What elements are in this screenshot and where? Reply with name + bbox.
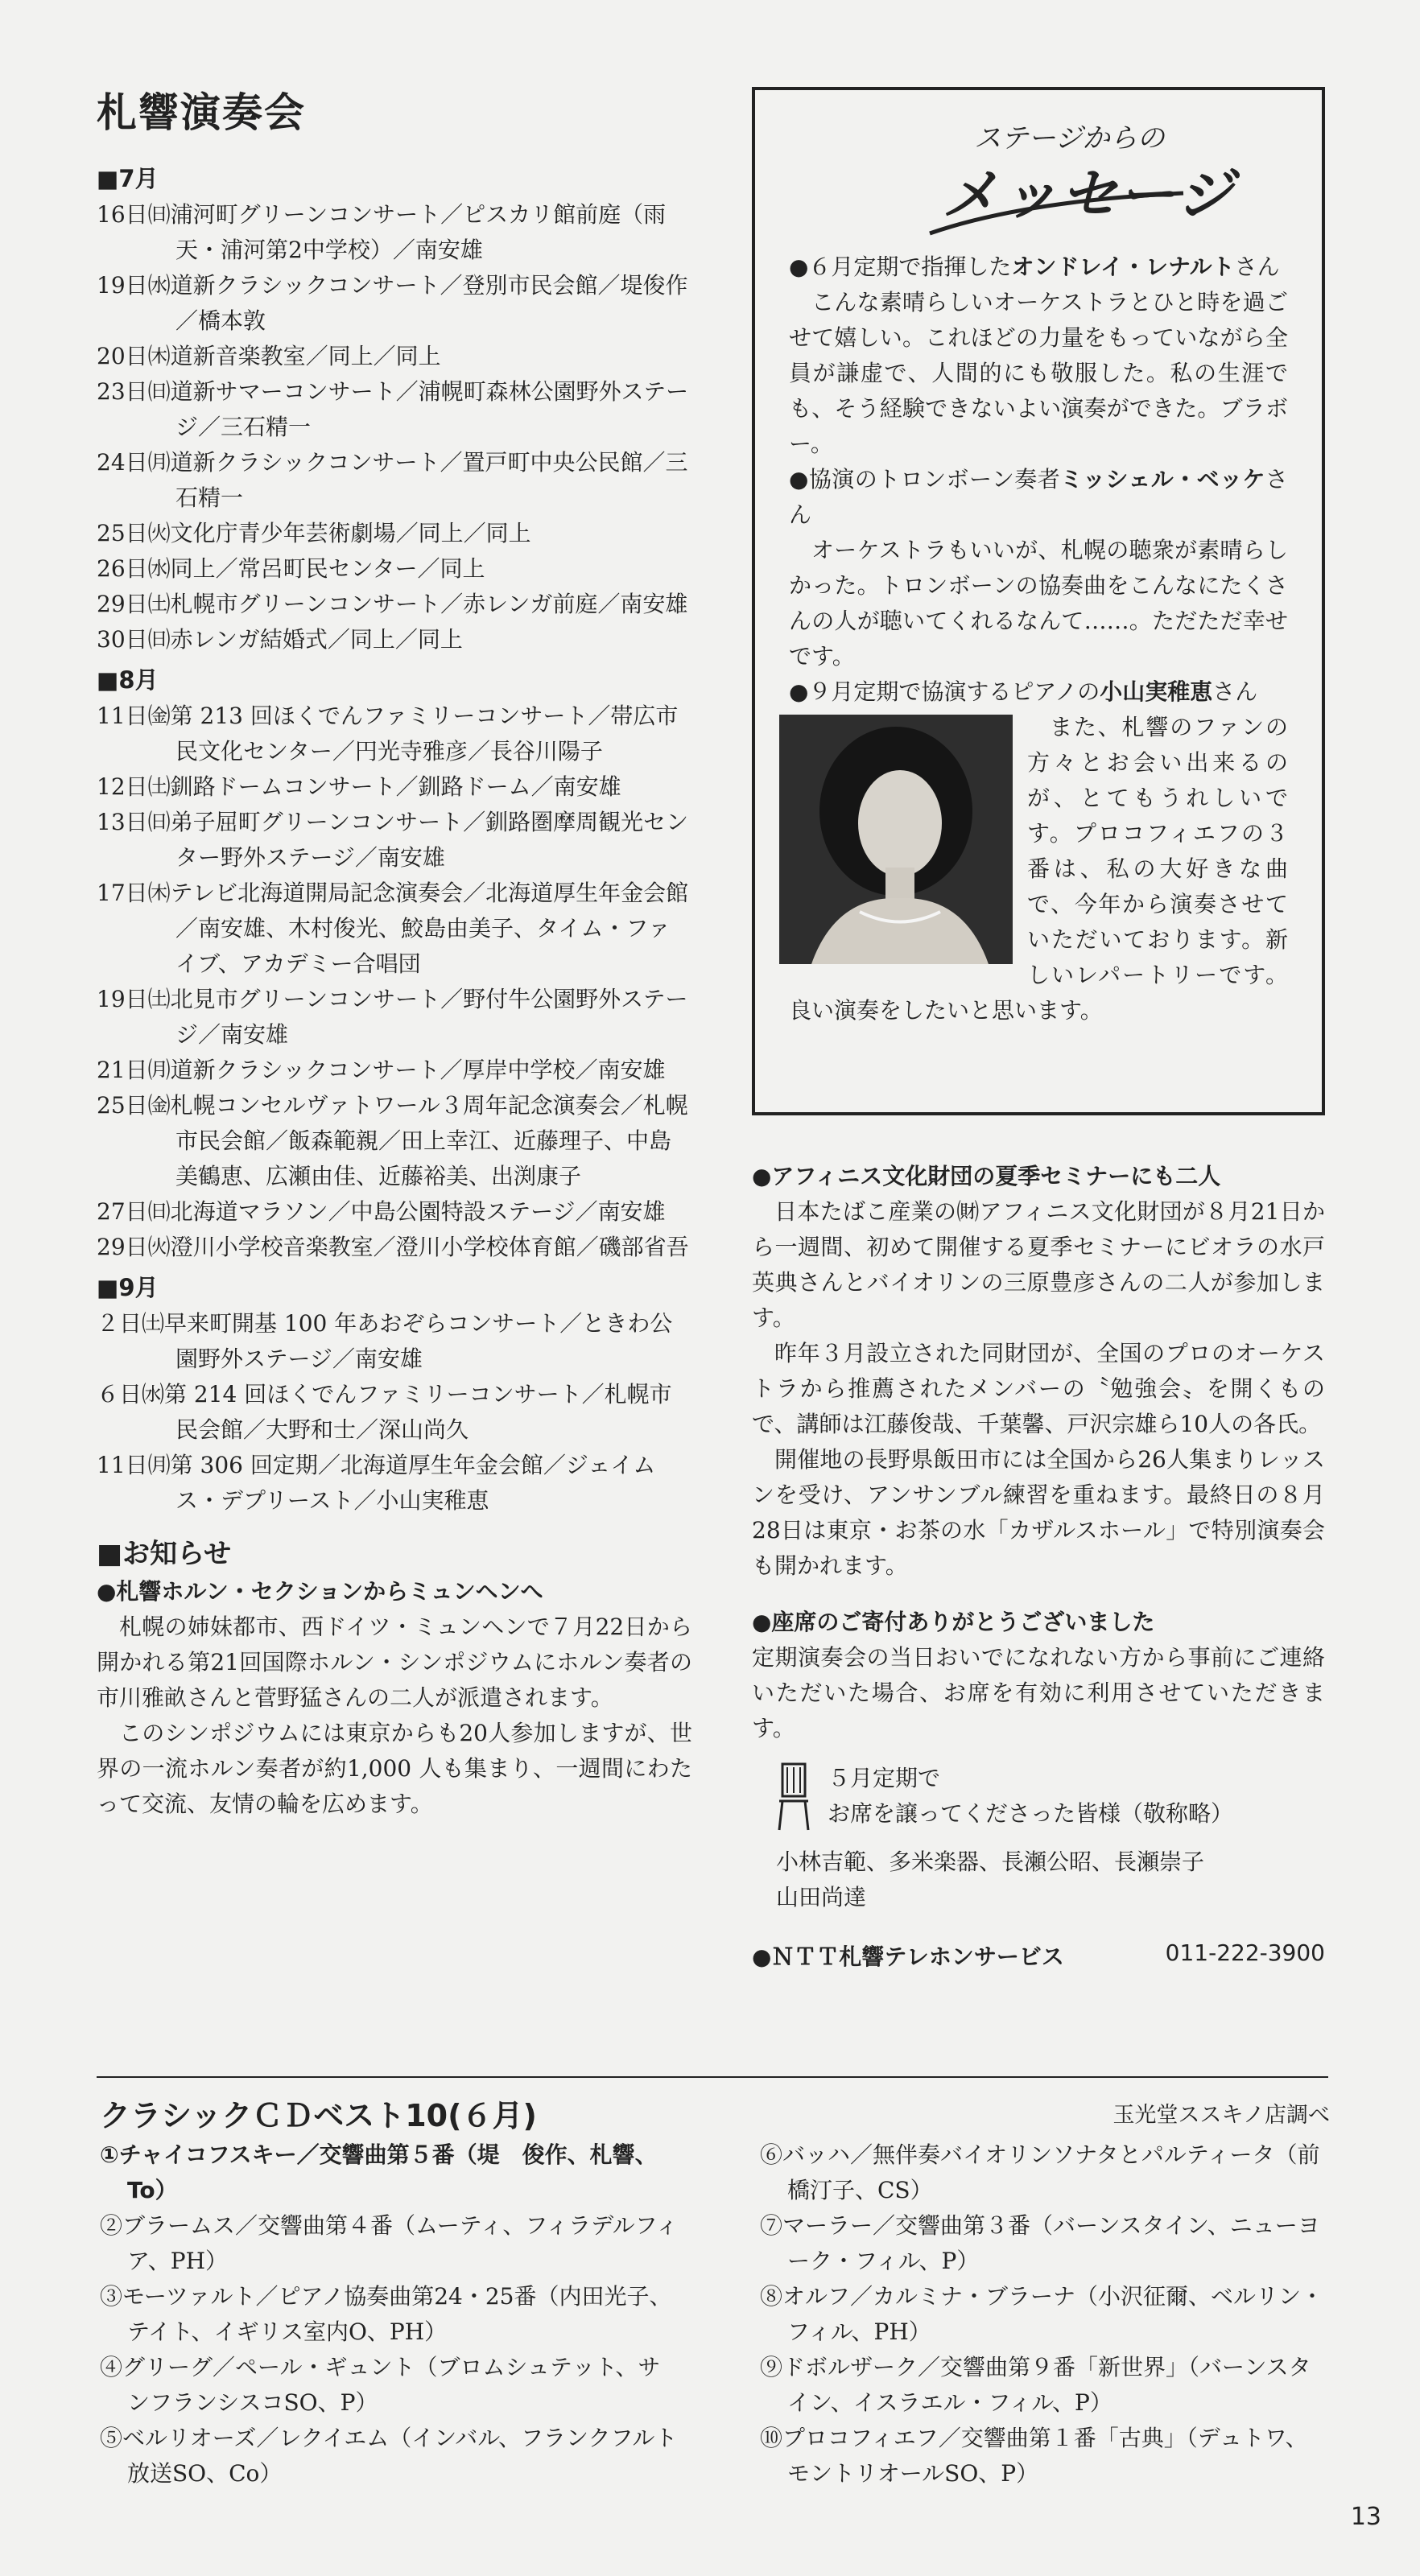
message-3-pre: ●９月定期で協演するピアノの [789, 678, 1100, 705]
event-item: 12日㈯釧路ドームコンサート／釧路ドーム／南安雄 [97, 773, 621, 800]
message-3-post: さん [1212, 678, 1258, 705]
event-item: 27日㈰北海道マラソン／中島公園特設ステージ／南安雄 [97, 1198, 666, 1225]
message-2-pre: ●協演のトロンボーン奏者 [789, 466, 1061, 493]
event-item: 30日㈰赤レンガ結婚式／同上／同上 [97, 626, 463, 653]
cd-list-right [760, 2137, 1323, 2492]
event-item: ６日㈬第 214 回ほくでんファミリーコンサート／札幌市民会館／大野和士／深山尚久 [97, 1381, 672, 1443]
seats-heading: ●座席のご寄付ありがとうございました [752, 1609, 1155, 1635]
event-item: 21日㈪道新クラシックコンサート／厚岸中学校／南安雄 [97, 1057, 666, 1083]
cd-item: ①チャイコフスキー／交響曲第５番（堤 俊作、札響、To） [100, 2141, 658, 2203]
telephone-label: ●ＮＴＴ札響テレホンサービス [752, 1943, 1064, 1970]
cd-item: ⑧オルフ／カルミナ・ブラーナ（小沢征爾、ベルリン・フィル、PH） [760, 2283, 1324, 2345]
message-1-pre: ●６月定期で指揮した [789, 253, 1012, 280]
event-item: 23日㈰道新サマーコンサート／浦幌町森林公園野外ステージ／三石精一 [97, 378, 689, 440]
message-3-heading [789, 674, 1288, 710]
cd-item: ⑩プロコフィエフ／交響曲第１番「古典」（デュトワ、モントリオールSO、P） [760, 2425, 1308, 2487]
page-number: 13 [1350, 2503, 1381, 2531]
message-3-wrap [789, 710, 1288, 1028]
affinis-paragraph: 日本たばこ産業の㈶アフィニス文化財団が８月21日から一週間、初めて開催する夏季セミナーにビオラの水戸英典さんとバイオリンの三原豊彦さんの二人が参加します。 [752, 1198, 1325, 1331]
event-item: ２日㈯早来町開基 100 年あおぞらコンサート／ときわ公園野外ステージ／南安雄 [97, 1310, 673, 1372]
cd-item: ⑥バッハ／無伴奏バイオリンソナタとパルティータ（前橋汀子、CS） [760, 2141, 1320, 2203]
event-item: 20日㈭道新音楽教室／同上／同上 [97, 343, 441, 369]
event-item: 25日㈫文化庁青少年芸術劇場／同上／同上 [97, 520, 531, 546]
message-2-heading [789, 462, 1288, 533]
month-heading-august: ■8月 [97, 666, 159, 694]
cd-list-left [100, 2137, 679, 2492]
message-1-name: オンドレイ・レナルト [1011, 253, 1235, 280]
event-item: 13日㈰弟子屈町グリーンコンサート／釧路圏摩周観光センター野外ステージ／南安雄 [97, 809, 689, 871]
month-heading-september: ■9月 [97, 1274, 159, 1301]
donor-line: 小林吉範、多米楽器、長瀬公昭、長瀬崇子 [776, 1849, 1205, 1875]
stage-message-logo [789, 105, 1288, 241]
event-item: 24日㈪道新クラシックコンサート／置戸町中央公民館／三石精一 [97, 449, 688, 511]
affinis-paragraph: 昨年３月設立された同財団が、全国のプロのオーケストラから推薦されたメンバーの〝勉強会〟を開くもので、講師は江藤俊哉、千葉馨、戸沢宗雄ら10人の各氏。 [752, 1340, 1325, 1437]
event-item: 11日㈪第 306 回定期／北海道厚生年金会館／ジェイムス・デプリースト／小山実稚恵 [97, 1452, 656, 1514]
affinis-heading: ●アフィニス文化財団の夏季セミナーにも二人 [752, 1163, 1221, 1189]
thanks-line: お席を譲ってくださった皆様（敬称略） [828, 1800, 1234, 1827]
event-item: 29日㈫澄川小学校音楽教室／澄川小学校体育館／磯部省吾 [97, 1234, 689, 1260]
event-item: 19日㈬道新クラシックコンサート／登別市民会館／堤俊作／橋本敦 [97, 272, 688, 334]
cd-best-title: クラシックＣＤベスト10(６月) [100, 2098, 537, 2133]
section-title: 札響演奏会 [97, 89, 306, 136]
seats-body: 定期演奏会の当日おいでになれない方から事前にご連絡いただいた場合、お席を有効に利用させていただきます。 [752, 1644, 1325, 1741]
donor-line: 山田尚達 [776, 1884, 867, 1910]
event-item: 29日㈯札幌市グリーンコンサート／赤レンガ前庭／南安雄 [97, 591, 688, 617]
news-column [752, 1159, 1325, 1972]
logo-small-text: ステージからの [974, 122, 1165, 155]
cd-item: ⑦マーラー／交響曲第３番（バーンスタイン、ニューヨーク・フィル、P） [760, 2212, 1320, 2274]
event-item: 17日㈭テレビ北海道開局記念演奏会／北海道厚生年金会館／南安雄、木村俊光、鮫島由美子、タイム・ファイブ、アカデミー合唱団 [97, 880, 689, 977]
event-item: 26日㈬同上／常呂町民センター／同上 [97, 555, 485, 582]
cd-item: ④グリーグ／ペール・ギュント（ブロムシュテット、サンフランシスコSO、P） [100, 2354, 661, 2416]
message-1-body: こんな素晴らしいオーケストラとひと時を過ごせて嬉しい。これほどの力量をもっていながら全員が謙虚で、人間的にも敬服した。私の生涯でも、そう経験できないよい演奏ができた。ブラボー。 [789, 289, 1288, 457]
message-2-post: さん [789, 466, 1289, 528]
event-item: 19日㈯北見市グリーンコンサート／野付牛公園野外ステージ／南安雄 [97, 986, 688, 1048]
cd-best-source: 玉光堂ススキノ店調べ [1112, 2103, 1330, 2128]
event-item: 16日㈰浦河町グリーンコンサート／ピスカリ館前庭（雨天・浦河第2中学校）／南安雄 [97, 201, 667, 263]
message-3-name: 小山実稚恵 [1100, 678, 1213, 705]
event-item: 25日㈮札幌コンセルヴァトワール３周年記念演奏会／札幌市民会館／飯森範親／田上幸江、近藤理子、中島美鶴恵、広瀬由佳、近藤裕美、出渕康子 [97, 1092, 688, 1189]
logo-big-text: メッセージ [942, 161, 1236, 228]
message-2-name: ミッシェル・ベッケ [1060, 466, 1265, 493]
concert-schedule [97, 80, 692, 1822]
message-2-body: オーケストラもいいが、札幌の聴衆が素晴らしかった。トロンボーンの協奏曲をこんなにたくさんの人が聴いてくれるなんて……。ただただ幸せです。 [789, 537, 1288, 670]
cd-item: ⑨ドボルザーク／交響曲第９番「新世界」（バーンスタイン、イスラエル・フィル、P） [760, 2354, 1311, 2416]
cd-item: ③モーツァルト／ピアノ協奏曲第24・25番（内田光子、テイト、イギリス室内O、PH） [100, 2283, 672, 2345]
chair-icon [776, 1761, 811, 1836]
portrait-photo [779, 715, 1013, 964]
affinis-paragraph: 開催地の長野県飯田市には全国から26人集まりレッスンを受け、アンサンブル練習を重ねます。最終日の８月28日は東京・お茶の水「カザルスホール」で特別演奏会も開かれます。 [752, 1446, 1325, 1579]
notice-heading: ■お知らせ [97, 1538, 232, 1570]
telephone-number: 011-222-3900 [1165, 1939, 1325, 1966]
thanks-block [776, 1761, 1325, 1836]
cd-item: ②ブラームス／交響曲第４番（ムーティ、フィラデルフィア、PH） [100, 2212, 679, 2274]
section-divider [97, 2076, 1328, 2078]
donor-list [776, 1844, 1325, 1915]
message-1-post: さん [1234, 253, 1280, 280]
horn-section-heading: ●札響ホルン・セクションからミュンヘンへ [97, 1578, 543, 1605]
stage-message-box [752, 87, 1325, 1115]
month-heading-july: ■7月 [97, 165, 159, 192]
event-item: 11日㈮第 213 回ほくでんファミリーコンサート／帯広市民文化センター／円光寺雅彦／長谷川陽子 [97, 703, 679, 765]
portrait-icon [779, 715, 1013, 964]
thanks-lines [828, 1761, 1233, 1836]
thanks-line: ５月定期で [828, 1765, 941, 1791]
logo-underline-icon [926, 185, 1191, 241]
cd-item: ⑤ベルリオーズ／レクイエム（インバル、フランクフルト放送SO、Co） [100, 2425, 678, 2487]
message-1-heading [789, 249, 1288, 285]
horn-paragraph: 札幌の姉妹都市、西ドイツ・ミュンヘンで７月22日から開かれる第21回国際ホルン・シンポジウムにホルン奏者の市川雅畝さんと菅野猛さんの二人が派遣されます。 [97, 1614, 692, 1711]
telephone-service [752, 1939, 1325, 1972]
horn-paragraph: このシンポジウムには東京からも20人参加しますが、世界の一流ホルン奏者が約1,000 人も集まり、一週間にわたって交流、友情の輪を広めます。 [97, 1720, 692, 1817]
message-3-body: また、札響のファンの方々とお会い出来るのが、とてもうれしいです。プロコフィエフの３番は、私の大好きな曲で、今年から演奏させていただいております。新しいレパートリーです。良い演奏をしたいと思います。 [789, 714, 1288, 1024]
